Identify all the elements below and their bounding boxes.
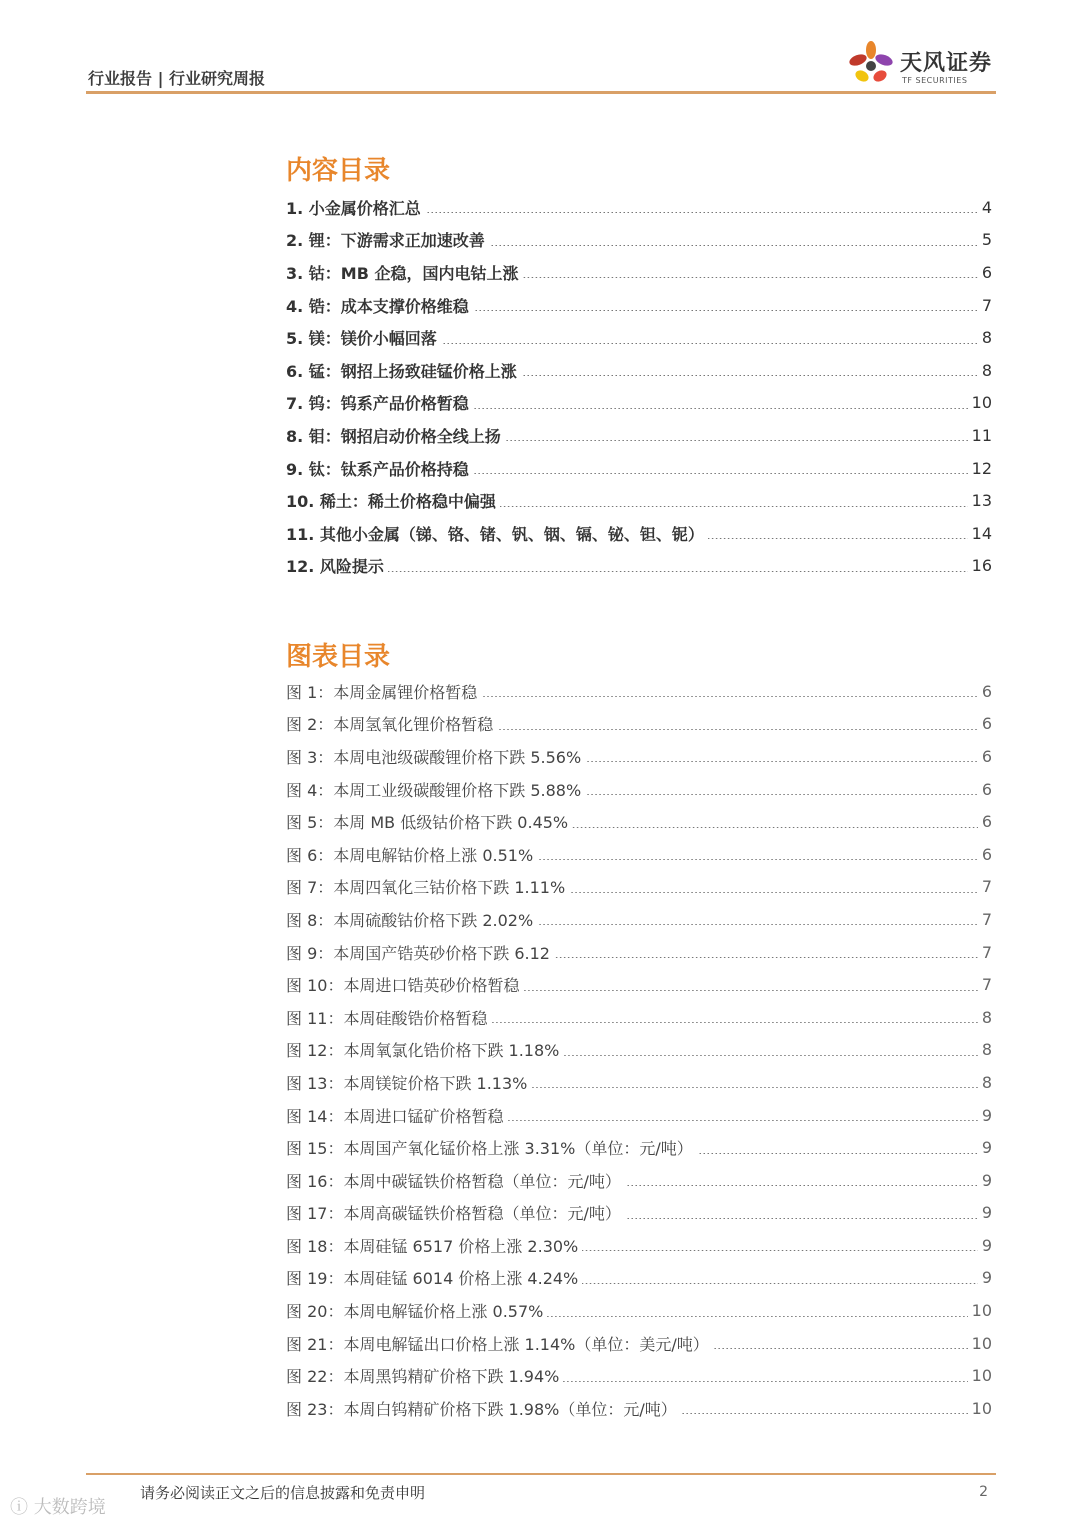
dot-leader xyxy=(585,793,978,795)
toc-entry-label: 2. 锂：下游需求正加速改善 xyxy=(286,228,489,251)
toc-entry-label: 6. 锰：钢招上扬致硅锰价格上涨 xyxy=(286,359,521,382)
dot-leader xyxy=(697,1152,978,1154)
toc-entry-page: 8 xyxy=(981,360,992,380)
page-number: 2 xyxy=(979,1484,988,1500)
figure-entry[interactable] xyxy=(286,1359,992,1392)
figure-entry-page: 10 xyxy=(971,1398,992,1418)
figure-entry-page: 8 xyxy=(981,1007,992,1027)
toc-entry[interactable] xyxy=(286,387,992,420)
figure-entry-label: 图 20：本周电解锰价格上涨 0.57% xyxy=(286,1299,547,1322)
figure-entry-label: 图 16：本周中碳锰铁价格暂稳（单位：元/吨） xyxy=(286,1169,625,1192)
figure-entry-page: 6 xyxy=(981,714,992,734)
figure-entry[interactable] xyxy=(286,1131,992,1164)
dot-leader xyxy=(522,276,977,278)
figure-entry-label: 图 10：本周进口锆英砂价格暂稳 xyxy=(286,973,523,996)
dot-leader xyxy=(473,309,978,311)
figure-entry[interactable] xyxy=(286,838,992,871)
toc-entry-label: 8. 钼：钢招启动价格全线上扬 xyxy=(286,424,505,447)
figure-entry-label: 图 12：本周氧氯化锆价格下跌 1.18% xyxy=(286,1038,563,1061)
dot-leader xyxy=(425,211,978,213)
dot-leader xyxy=(481,695,978,697)
dot-leader xyxy=(523,989,977,991)
toc-entry-label: 3. 钴：MB 企稳，国内电钴上涨 xyxy=(286,261,522,284)
figure-entry-label: 图 5：本周 MB 低级钴价格下跌 0.45% xyxy=(286,810,572,833)
figure-entry-page: 10 xyxy=(971,1333,992,1353)
figure-entry[interactable] xyxy=(286,1229,992,1262)
toc-entry-page: 6 xyxy=(981,262,992,282)
figure-entry-label: 图 3：本周电池级碳酸锂价格下跌 5.56% xyxy=(286,745,585,768)
figure-entry[interactable] xyxy=(286,1164,992,1197)
dot-leader xyxy=(441,342,978,344)
dot-leader xyxy=(585,760,978,762)
figure-entry-page: 6 xyxy=(981,779,992,799)
figure-entry-label: 图 7：本周四氧化三钴价格下跌 1.11% xyxy=(286,875,569,898)
dot-leader xyxy=(521,374,978,376)
figure-entry-page: 8 xyxy=(981,1072,992,1092)
brand-name-cn: 天风证券 xyxy=(900,51,993,76)
figure-entry-page: 6 xyxy=(981,844,992,864)
figure-entry[interactable] xyxy=(286,1099,992,1132)
header-divider xyxy=(86,91,996,94)
toc-entry[interactable] xyxy=(286,224,992,257)
figure-entry-label: 图 4：本周工业级碳酸锂价格下跌 5.88% xyxy=(286,778,585,801)
toc-entry-label: 4. 锆：成本支撑价格维稳 xyxy=(286,294,473,317)
dot-leader xyxy=(547,1315,967,1317)
figure-entry-page: 9 xyxy=(981,1268,992,1288)
dot-leader xyxy=(388,570,968,572)
toc-entry[interactable] xyxy=(286,321,992,354)
watermark-icon: ⓘ xyxy=(10,1497,28,1518)
figure-entry[interactable] xyxy=(286,740,992,773)
disclaimer-text: 请务必阅读正文之后的信息披露和免责申明 xyxy=(140,1484,426,1502)
figure-entry[interactable] xyxy=(286,1392,992,1425)
figure-entry-label: 图 23：本周白钨精矿价格下跌 1.98%（单位：元/吨） xyxy=(286,1397,681,1420)
brand-name-en: TF SECURITIES xyxy=(902,76,968,85)
figure-entry-label: 图 2：本周氢氧化锂价格暂稳 xyxy=(286,712,497,735)
figure-entry-page: 6 xyxy=(981,746,992,766)
dot-leader xyxy=(537,858,978,860)
toc-entry-label: 11. 其他小金属（锑、铬、锗、钒、铟、镉、铋、钽、铌） xyxy=(286,522,708,545)
figure-entry-page: 7 xyxy=(981,877,992,897)
figure-entry[interactable] xyxy=(286,1262,992,1295)
figure-entry-label: 图 21：本周电解锰出口价格上涨 1.14%（单位：美元/吨） xyxy=(286,1332,713,1355)
toc-entry-page: 16 xyxy=(971,556,992,576)
figure-entry[interactable] xyxy=(286,675,992,708)
figure-entry-label: 图 19：本周硅锰 6014 价格上涨 4.24% xyxy=(286,1266,582,1289)
figure-entry[interactable] xyxy=(286,968,992,1001)
toc-entry-page: 4 xyxy=(981,197,992,217)
dot-leader xyxy=(681,1412,968,1414)
figure-entry-label: 图 8：本周硫酸钴价格下跌 2.02% xyxy=(286,908,537,931)
dot-leader xyxy=(713,1347,968,1349)
toc-entry[interactable] xyxy=(286,354,992,387)
figure-entry[interactable] xyxy=(286,1034,992,1067)
figure-entry-page: 8 xyxy=(981,1040,992,1060)
figure-entry-page: 6 xyxy=(981,681,992,701)
dot-leader xyxy=(505,439,968,441)
figure-entry[interactable] xyxy=(286,871,992,904)
figure-entry[interactable] xyxy=(286,1327,992,1360)
toc-entry[interactable] xyxy=(286,452,992,485)
dot-leader xyxy=(572,826,978,828)
figure-entry-label: 图 13：本周镁锭价格下跌 1.13% xyxy=(286,1071,531,1094)
figure-entry-label: 图 14：本周进口锰矿价格暂稳 xyxy=(286,1104,507,1127)
watermark-text: 大数跨境 xyxy=(33,1497,106,1518)
figure-list-title: 图表目录 xyxy=(286,642,391,672)
figure-entry-page: 10 xyxy=(971,1301,992,1321)
dot-leader xyxy=(582,1249,978,1251)
figure-entry-label: 图 1：本周金属锂价格暂稳 xyxy=(286,680,481,703)
toc-entry-label: 5. 镁：镁价小幅回落 xyxy=(286,326,441,349)
brand-logo xyxy=(846,38,996,90)
figure-entry[interactable] xyxy=(286,1197,992,1230)
toc-entry-page: 14 xyxy=(971,523,992,543)
dot-leader xyxy=(473,407,968,409)
figure-entry-page: 7 xyxy=(981,975,992,995)
figure-entry-page: 9 xyxy=(981,1170,992,1190)
figure-entry[interactable] xyxy=(286,1294,992,1327)
watermark xyxy=(10,1493,106,1519)
dot-leader xyxy=(500,505,968,507)
toc-entry-label: 1. 小金属价格汇总 xyxy=(286,196,425,219)
toc-entry-page: 13 xyxy=(971,491,992,511)
report-category: 行业报告 | 行业研究周报 xyxy=(88,69,265,88)
toc-entry-page: 11 xyxy=(971,425,992,445)
dot-leader xyxy=(563,1380,967,1382)
toc-entry-page: 10 xyxy=(971,393,992,413)
figure-entry-page: 9 xyxy=(981,1105,992,1125)
figure-entry-label: 图 15：本周国产氧化锰价格上涨 3.31%（单位：元/吨） xyxy=(286,1136,697,1159)
dot-leader xyxy=(531,1086,977,1088)
toc-entry[interactable] xyxy=(286,191,992,224)
figure-list xyxy=(286,675,992,1425)
toc-entry-label: 7. 钨：钨系产品价格暂稳 xyxy=(286,391,473,414)
figure-entry-page: 6 xyxy=(981,812,992,832)
dot-leader xyxy=(507,1119,977,1121)
dot-leader xyxy=(625,1184,978,1186)
toc-entry-label: 9. 钛：钛系产品价格持稳 xyxy=(286,457,473,480)
figure-entry-label: 图 11：本周硅酸锆价格暂稳 xyxy=(286,1006,491,1029)
table-of-contents xyxy=(286,191,992,582)
dot-leader xyxy=(473,472,968,474)
figure-entry-page: 7 xyxy=(981,909,992,929)
figure-entry-label: 图 22：本周黑钨精矿价格下跌 1.94% xyxy=(286,1364,563,1387)
dot-leader xyxy=(489,244,978,246)
figure-entry-page: 9 xyxy=(981,1138,992,1158)
toc-entry-page: 8 xyxy=(981,328,992,348)
dot-leader xyxy=(708,537,968,539)
dot-leader xyxy=(497,728,978,730)
dot-leader xyxy=(625,1217,978,1219)
toc-entry[interactable] xyxy=(286,289,992,322)
toc-title: 内容目录 xyxy=(286,156,391,186)
toc-entry-page: 7 xyxy=(981,295,992,315)
toc-entry[interactable] xyxy=(286,256,992,289)
toc-entry-label: 10. 稀土：稀土价格稳中偏强 xyxy=(286,489,500,512)
toc-entry-label: 12. 风险提示 xyxy=(286,554,388,577)
dot-leader xyxy=(537,923,978,925)
figure-entry-page: 9 xyxy=(981,1235,992,1255)
toc-entry-page: 5 xyxy=(981,230,992,250)
flower-logo-icon xyxy=(846,38,896,90)
dot-leader xyxy=(569,891,978,893)
figure-entry-page: 9 xyxy=(981,1203,992,1223)
toc-entry[interactable] xyxy=(286,419,992,452)
toc-entry-page: 12 xyxy=(971,458,992,478)
footer-divider xyxy=(86,1473,996,1475)
toc-entry[interactable] xyxy=(286,517,992,550)
figure-entry[interactable] xyxy=(286,1066,992,1099)
toc-entry[interactable] xyxy=(286,550,992,583)
toc-entry[interactable] xyxy=(286,484,992,517)
figure-entry-label: 图 17：本周高碳锰铁价格暂稳（单位：元/吨） xyxy=(286,1201,625,1224)
dot-leader xyxy=(582,1282,978,1284)
figure-entry[interactable] xyxy=(286,1001,992,1034)
figure-entry-label: 图 6：本周电解钴价格上涨 0.51% xyxy=(286,843,537,866)
figure-entry[interactable] xyxy=(286,903,992,936)
figure-entry-page: 7 xyxy=(981,942,992,962)
figure-entry-label: 图 9：本周国产锆英砂价格下跌 6.12 xyxy=(286,941,554,964)
figure-entry-label: 图 18：本周硅锰 6517 价格上涨 2.30% xyxy=(286,1234,582,1257)
figure-entry-page: 10 xyxy=(971,1366,992,1386)
figure-entry[interactable] xyxy=(286,936,992,969)
figure-entry[interactable] xyxy=(286,805,992,838)
dot-leader xyxy=(491,1021,977,1023)
figure-entry[interactable] xyxy=(286,773,992,806)
dot-leader xyxy=(563,1054,977,1056)
dot-leader xyxy=(554,956,978,958)
figure-entry[interactable] xyxy=(286,708,992,741)
